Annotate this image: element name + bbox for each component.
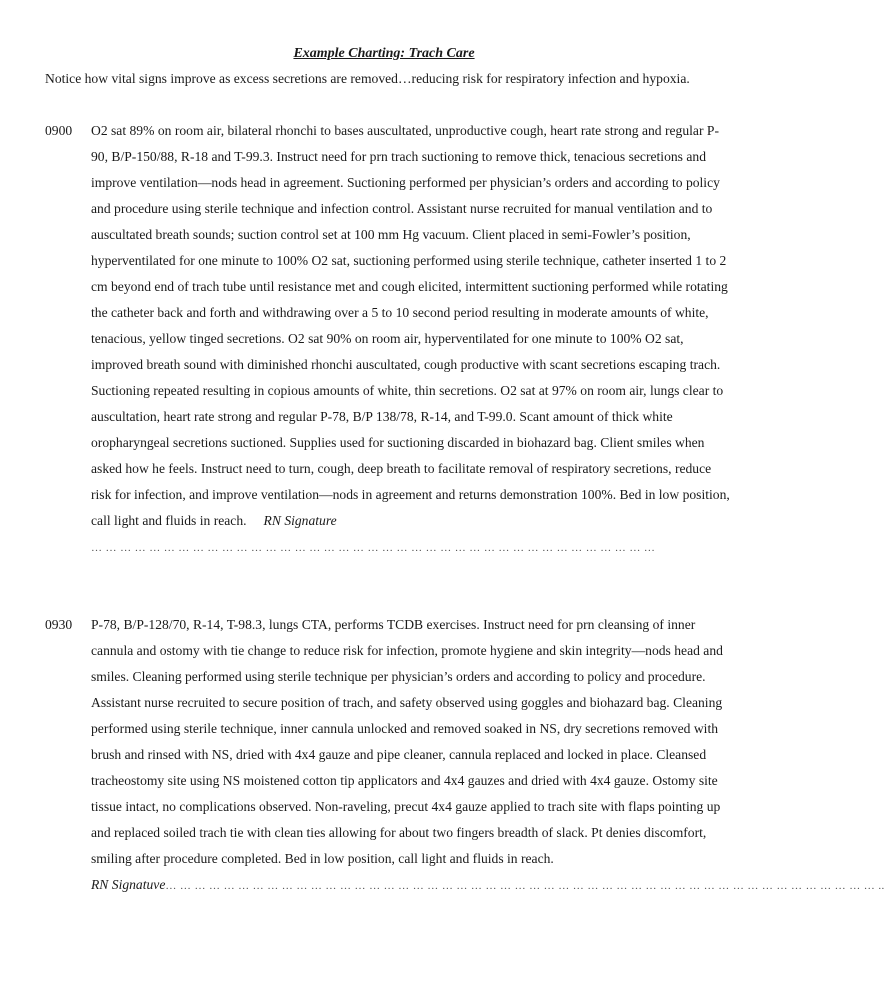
entry-text: O2 sat 89% on room air, bilateral rhonchi to bases auscultated, unproductive cough, heart rate strong and regular P-90, B/P-150/88, R-18 and T-99.3. Instruct need for prn trach suctioning to remove thick, tenacious secretions and improve ventilation—nods head in agreement. Suctioning performed per physician’s orders and according to policy and procedure using sterile technique and infection control. Assistant nurse recruited for manual ventilation and to auscultated breath sounds; suction control set at 100 mm Hg vacuum. Client placed in semi-Fowler’s position, hyperventilated for one minute to 100% O2 sat, suctioning performed using sterile technique, catheter inserted 1 to 2 cm beyond end of trach tube until resistance met and cough elicited, intermittent suctioning performed while rotating the catheter back and forth and withdrawing over a 5 to 10 second period resulting in moderate amounts of white, tenacious, yellow tinged secretions. O2 sat 90% on room air, hyperventilated for one minute to 100% O2 sat, improved breath sound with diminished rhonchi auscultated, cough productive with scant secretions escaping trach. Suctioning repeated resulting in copious amounts of white, thin secretions. O2 sat at 97% on room air, lungs clear to auscultation, heart rate strong and regular P-78, B/P 138/78, R-14, and T-99.0. Scant amount of thick white oropharyngeal secretions suctioned. Supplies used for suctioning discarded in biohazard bag. Client smiles when asked how he feels. Instruct need to turn, cough, deep breath to facilitate removal of respiratory secretions, reduce risk for infection, and improve ventilation—nods in agreement and returns demonstration 100%. Bed in low position, call light and fluids in reach. [91, 123, 730, 528]
entry-text-block [91, 118, 731, 561]
intro-paragraph: Notice how vital signs improve as excess secretions are removed…reducing risk for respiratory infection and hypoxia. [45, 71, 690, 86]
entry-text-block [91, 612, 885, 899]
page-title: Example Charting: Trach Care [293, 46, 475, 61]
entry-time: 0900 [45, 123, 73, 138]
signature-line: … … … … … … … … … … … … … … … … … … … … … … … … … … … … … … … … … … … … … … … … … … … … … … … … … .. [165, 880, 885, 892]
signature-line: … … … … … … … … … … … … … … … … … … … … … … … … … … … … … … … … … … … … … … … [91, 542, 656, 554]
entry-text: P-78, B/P-128/70, R-14, T-98.3, lungs CTA, performs TCDB exercises. Instruct need for prn cleansing of inner cannula and ostomy with tie change to reduce risk for infection, promote hygiene and skin integrity—nods head and smiles. Cleaning performed using sterile technique per physician’s orders and according to policy and procedure. Assistant nurse recruited to secure position of trach, and safety observed using goggles and biohazard bag. Cleaning performed using sterile technique, inner cannula unlocked and removed soaked in NS, dry secretions removed with brush and rinsed with NS, dried with 4x4 gauze and pipe cleaner, cannula replaced and locked in place. Cleansed tracheostomy site using NS moistened cotton tip applicators and 4x4 gauzes and dried with 4x4 gauze. Ostomy site tissue intact, no complications observed. Non-raveling, precut 4x4 gauze applied to trach site with flaps pointing up and replaced soiled trach tie with clean ties allowing for about two fingers breadth of slack. Pt denies discomfort, smiling after procedure completed. Bed in low position, call light and fluids in reach. [91, 617, 723, 866]
signature-row [91, 872, 885, 899]
entry-time: 0930 [45, 617, 73, 632]
signature-label: RN Signature [263, 513, 337, 528]
signature-label: RN Signatuve [91, 877, 166, 892]
